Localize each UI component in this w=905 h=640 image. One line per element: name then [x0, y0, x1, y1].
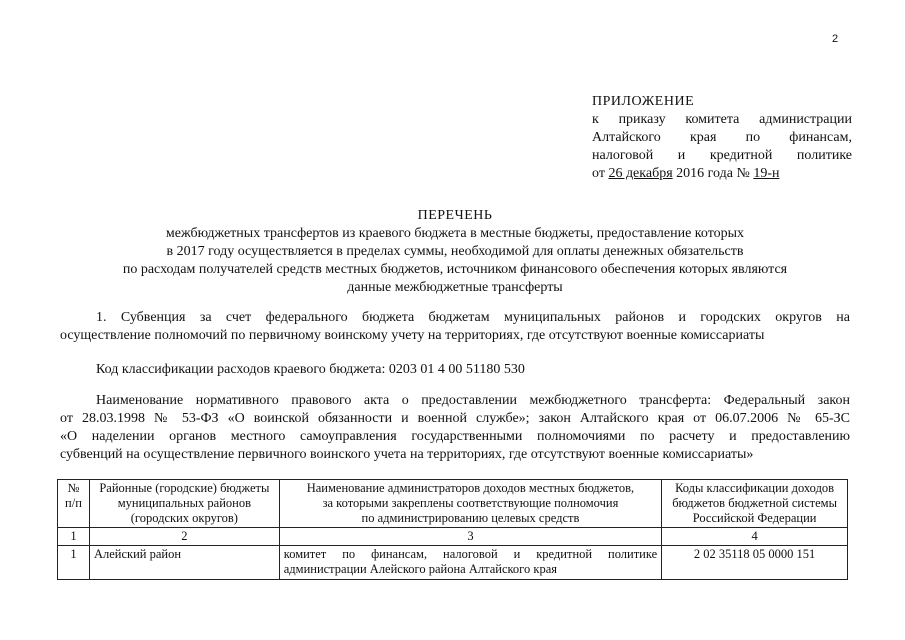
table-row: [58, 546, 848, 580]
column-number: 3: [279, 528, 661, 546]
header-text: бюджетов бюджетной системы: [672, 496, 837, 510]
header-text: (городских округов): [130, 511, 238, 525]
heading-line: по расходам получателей средств местных бюджетов, источником финансового обеспечения которых являются: [122, 262, 788, 277]
header-cell-district: [89, 480, 279, 528]
classification-code: Код классификации расходов краевого бюджета: 0203 01 4 00 51180 530: [96, 362, 525, 377]
paragraph-line: Наименование нормативного правового акта о предоставлении межбюджетного трансферта: Федеральный закон: [96, 393, 850, 408]
header-text: по администрированию целевых средств: [361, 511, 580, 525]
header-text: муниципальных районов: [117, 496, 251, 510]
row-administrator: комитет по финансам, налоговой и кредитной политике администрации Алейского района Алтайского края: [279, 546, 661, 580]
appendix-year: 2016 года №: [672, 166, 754, 181]
appendix-title: ПРИЛОЖЕНИЕ: [592, 94, 695, 109]
paragraph-line: осуществление полномочий по первичному воинскому учету на территориях, где отсутствуют военные комиссариаты: [60, 328, 765, 343]
paragraph-line: «О наделении органов местного самоуправления государственными полномочиями по расчету и предоставлению: [60, 429, 850, 444]
appendix-date-line: [592, 165, 852, 183]
header-text: за которыми закреплены соответствующие полномочия: [322, 496, 619, 510]
document-title: ПЕРЕЧЕНЬ: [417, 208, 493, 223]
row-code: 2 02 35118 05 0000 151: [662, 546, 848, 580]
header-text: Наименование администраторов доходов местных бюджетов,: [306, 481, 635, 495]
appendix-line: к приказу комитета администрации: [592, 112, 852, 127]
paragraph-line: субвенций на осуществление первичного воинского учета на территориях, где отсутствуют военные комиссариаты»: [60, 447, 754, 462]
appendix-line: налоговой и кредитной политике: [592, 148, 852, 163]
header-cell-number: [58, 480, 90, 528]
appendix-block: [592, 93, 852, 183]
paragraph-line: 1. Субвенция за счет федерального бюджета бюджетам муниципальных районов и городских округов на: [96, 310, 850, 325]
appendix-line: Алтайского края по финансам,: [592, 130, 852, 145]
table-header-row: [58, 480, 848, 528]
header-cell-administrator: [279, 480, 661, 528]
header-text: п/п: [65, 496, 82, 510]
header-text: Коды классификации доходов: [675, 481, 835, 495]
header-text: Российской Федерации: [692, 511, 817, 525]
row-district: Алейский район: [89, 546, 279, 580]
header-cell-code: [662, 480, 848, 528]
column-number: 1: [58, 528, 90, 546]
appendix-date: 26 декабря: [608, 166, 673, 181]
transfers-table: [57, 479, 848, 580]
appendix-date-prefix: от: [592, 166, 609, 181]
column-number: 4: [662, 528, 848, 546]
header-text: Районные (городские) бюджеты: [99, 481, 270, 495]
table-column-numbers-row: [58, 528, 848, 546]
document-heading: [60, 207, 850, 297]
classification-paragraph: [60, 361, 850, 379]
section-1-paragraph: [60, 309, 850, 345]
heading-line: данные межбюджетные трансферты: [347, 280, 563, 295]
appendix-number: 19-н: [753, 166, 780, 181]
row-number: 1: [58, 546, 90, 580]
header-text: №: [67, 481, 80, 495]
heading-line: межбюджетных трансфертов из краевого бюджета в местные бюджеты, предоставление которых: [165, 226, 745, 241]
page-number: 2: [832, 33, 839, 45]
legal-act-paragraph: [60, 392, 850, 464]
heading-line: в 2017 году осуществляется в пределах суммы, необходимой для оплаты денежных обязательств: [166, 244, 744, 259]
column-number: 2: [89, 528, 279, 546]
paragraph-line: от 28.03.1998 № 53-ФЗ «О воинской обязанности и военной службе»; закон Алтайского края от 06.07.2006 № 65-ЗС: [60, 411, 850, 426]
